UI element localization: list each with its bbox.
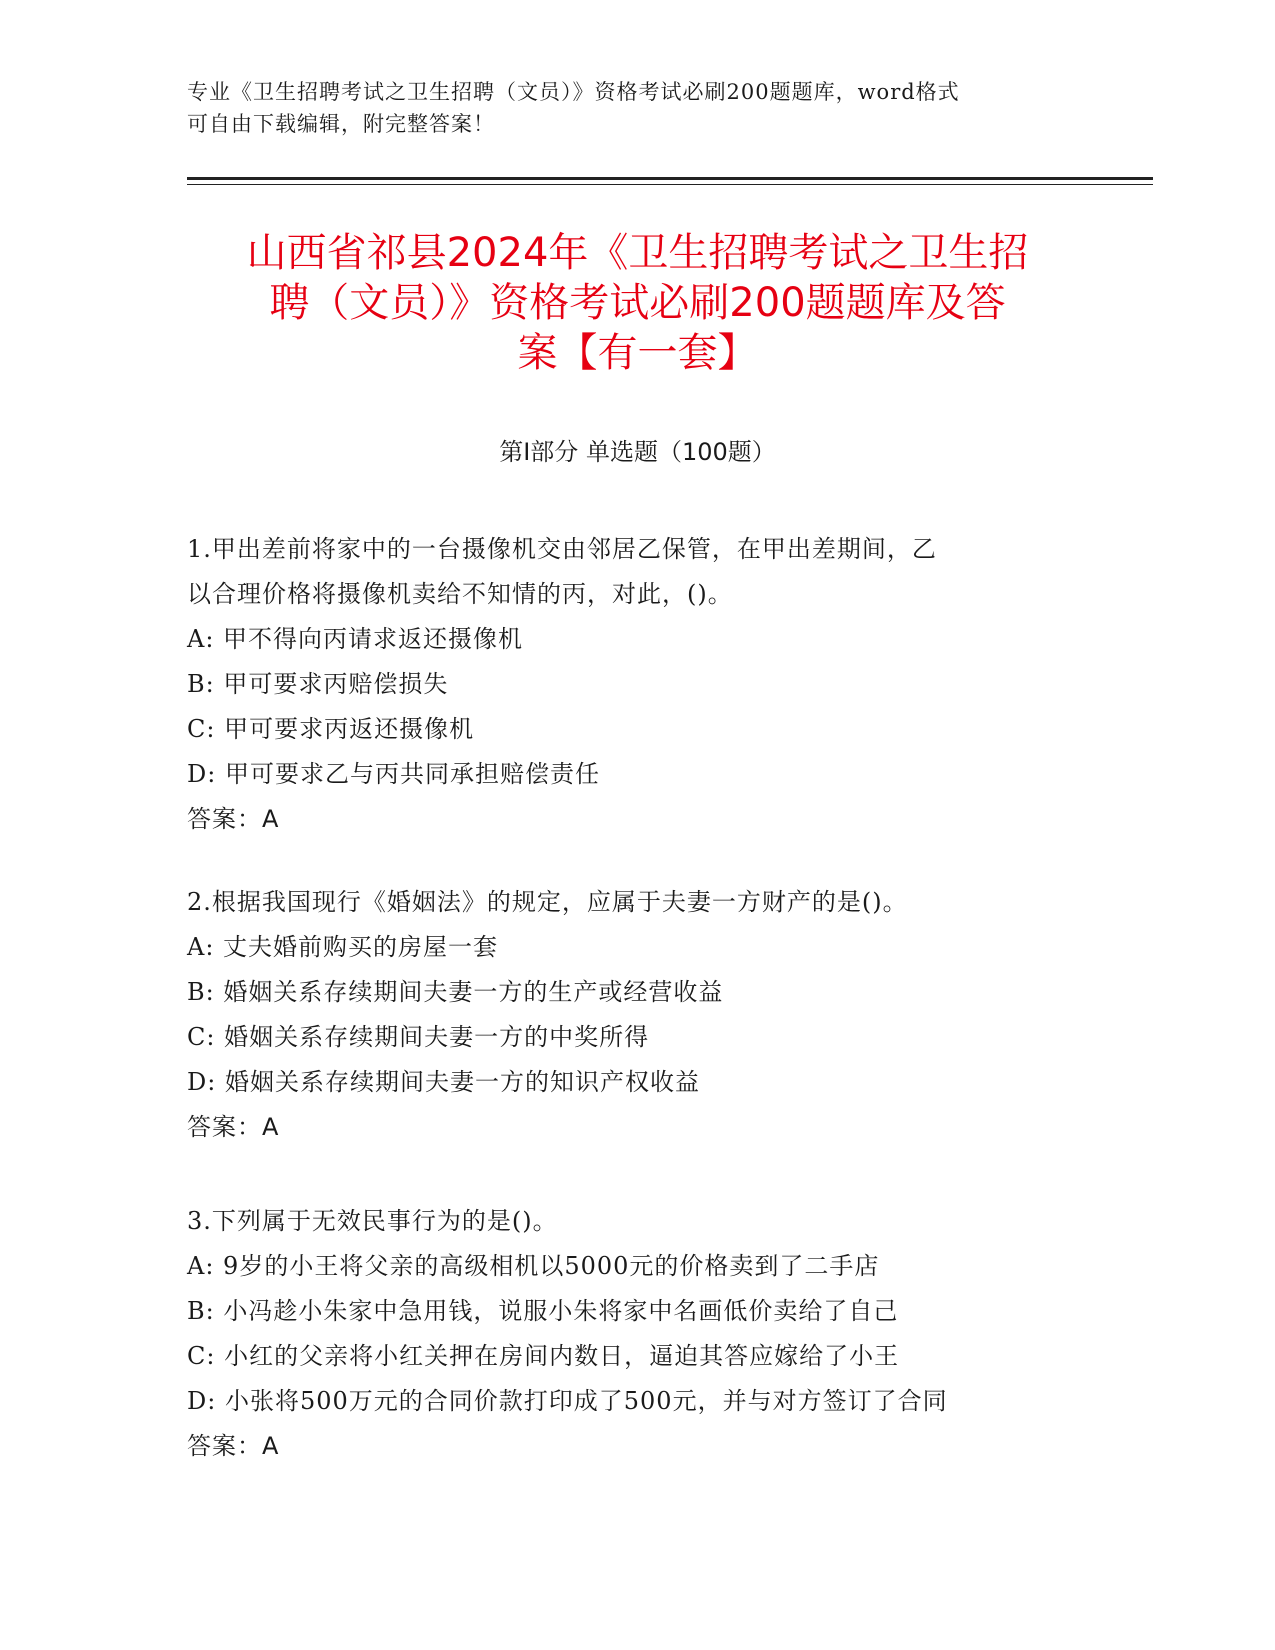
option-d: D: 甲可要求乙与丙共同承担赔偿责任 — [187, 760, 600, 788]
option-b: B: 婚姻关系存续期间夫妻一方的生产或经营收益 — [187, 978, 724, 1006]
header-note-line-1: 专业《卫生招聘考试之卫生招聘（文员）》资格考试必刷200题题库，word格式 — [187, 80, 960, 104]
document-title — [170, 228, 1105, 378]
header-note-line-2: 可自由下载编辑，附完整答案！ — [187, 112, 495, 136]
option-c: C: 婚姻关系存续期间夫妻一方的中奖所得 — [187, 1023, 650, 1051]
question-stem: 以合理价格将摄像机卖给不知情的丙，对此，()。 — [187, 580, 733, 608]
title-line-1: 山西省祁县2024年《卫生招聘考试之卫生招 — [246, 230, 1029, 276]
header-note — [187, 76, 1087, 140]
title-line-2: 聘（文员）》资格考试必刷200题题库及答 — [269, 280, 1006, 326]
option-a: A: 丈夫婚前购买的房屋一套 — [187, 933, 499, 961]
option-c: C: 甲可要求丙返还摄像机 — [187, 715, 475, 743]
option-b: B: 小冯趁小朱家中急用钱，说服小朱将家中名画低价卖给了自己 — [187, 1297, 899, 1325]
answer: 答案：A — [187, 1113, 280, 1141]
option-d: D: 小张将500万元的合同价款打印成了500元，并与对方签订了合同 — [187, 1387, 948, 1415]
question-2 — [187, 880, 1087, 1150]
answer: 答案：A — [187, 1432, 280, 1460]
option-b: B: 甲可要求丙赔偿损失 — [187, 670, 449, 698]
title-line-3: 案【有一套】 — [517, 330, 758, 376]
option-d: D: 婚姻关系存续期间夫妻一方的知识产权收益 — [187, 1068, 700, 1096]
question-stem: 1.甲出差前将家中的一台摄像机交由邻居乙保管，在甲出差期间，乙 — [187, 535, 937, 563]
option-c: C: 小红的父亲将小红关押在房间内数日，逼迫其答应嫁给了小王 — [187, 1342, 900, 1370]
option-a: A: 9岁的小王将父亲的高级相机以5000元的价格卖到了二手店 — [187, 1252, 880, 1280]
question-3 — [187, 1199, 1087, 1469]
header-divider-thick — [187, 177, 1153, 180]
section-heading: 第Ⅰ部分 单选题（100题） — [499, 438, 776, 466]
question-stem: 3.下列属于无效民事行为的是()。 — [187, 1207, 558, 1235]
option-a: A: 甲不得向丙请求返还摄像机 — [187, 625, 524, 653]
answer: 答案：A — [187, 805, 280, 833]
header-divider-thin — [187, 184, 1153, 185]
question-1 — [187, 527, 1087, 842]
question-stem: 2.根据我国现行《婚姻法》的规定，应属于夫妻一方财产的是()。 — [187, 888, 908, 916]
